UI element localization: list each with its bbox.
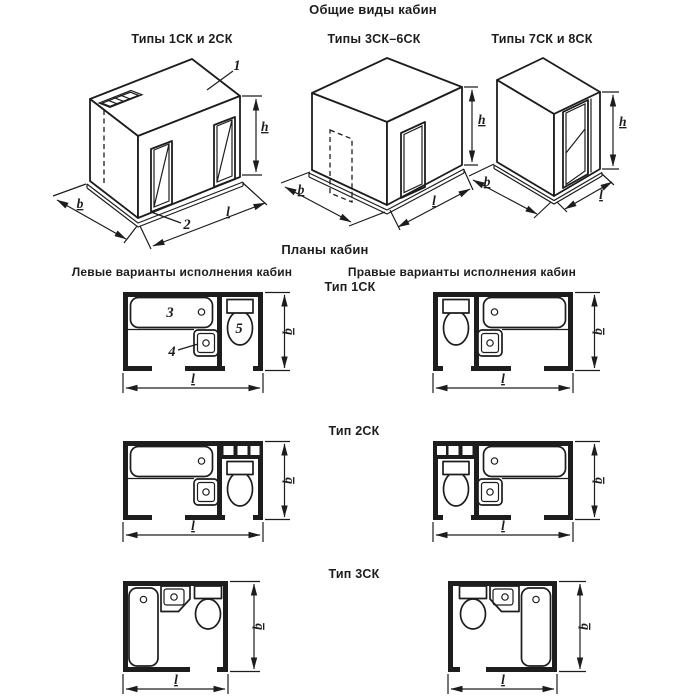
dim-label-h: h: [261, 119, 269, 134]
washbasin: [194, 330, 218, 356]
dim-label-l: l: [191, 371, 195, 386]
wall-right: [568, 441, 573, 520]
wall-bottom-segment: [253, 366, 263, 371]
dimension-length: [448, 672, 557, 694]
wall-bottom-segment: [123, 515, 152, 520]
dimension-length: [123, 518, 263, 542]
dimension-height: [602, 92, 627, 169]
iso-view-types-3sk-6sk: [281, 58, 486, 230]
wall-right: [568, 292, 573, 371]
dim-label-b: b: [280, 328, 295, 335]
dimension-width: [575, 293, 605, 371]
dim-label-l: l: [501, 371, 505, 386]
washbasin: [478, 479, 502, 505]
washbasin: [194, 479, 218, 505]
dim-label-l: l: [226, 204, 230, 219]
dim-label-l: l: [191, 518, 195, 533]
wall-top: [123, 292, 263, 297]
wall-right: [223, 581, 228, 672]
wall-left: [433, 292, 438, 371]
wall-bottom-segment: [471, 366, 511, 371]
dimension-width: [265, 293, 295, 371]
wall-bottom-segment: [123, 366, 152, 371]
dim-label-b: b: [76, 196, 84, 211]
dim-label-l: l: [174, 672, 178, 687]
plan-3sk-right: [448, 581, 591, 694]
wall-bottom-segment: [433, 366, 443, 371]
wall-bottom-segment: [486, 667, 557, 672]
dimension-length: [433, 518, 573, 542]
sheet-title: Общие виды кабин: [309, 2, 437, 17]
wall-left: [448, 581, 453, 672]
washbasin: [478, 330, 502, 356]
wall-bottom-segment: [471, 515, 511, 520]
bathtub: [522, 588, 551, 666]
dimension-length: [123, 672, 228, 694]
wall-bottom-segment: [217, 667, 228, 672]
column-header-right: Правые варианты исполнения кабин: [347, 265, 577, 279]
dim-label-b: b: [250, 623, 265, 630]
wall-right: [552, 581, 557, 672]
column-header-left: Левые варианты исполнения кабин: [71, 265, 293, 279]
dim-label-b: b: [280, 477, 295, 484]
bathtub: [128, 447, 213, 479]
iso-label-1sk-2sk: Типы 1СК и 2СК: [131, 32, 233, 46]
iso-label-7sk-8sk: Типы 7СК и 8СК: [491, 32, 593, 46]
bathtub: [484, 298, 569, 330]
iso-view-types-1sk-2sk: [53, 58, 269, 249]
wall-left: [123, 441, 128, 520]
wall-left: [123, 581, 128, 672]
wall-bottom-segment: [433, 515, 443, 520]
toilet: [443, 462, 469, 507]
wall-top: [433, 292, 573, 297]
dim-label-b: b: [590, 328, 605, 335]
dimension-length: [123, 371, 263, 393]
row-title-2sk: Тип 2СК: [328, 424, 380, 438]
plans-title: Планы кабин: [281, 242, 369, 257]
dimension-length: [433, 371, 573, 393]
dim-label-b: b: [590, 477, 605, 484]
wall-bottom-segment: [544, 366, 573, 371]
wall-left: [123, 292, 128, 371]
wall-bottom-segment: [253, 515, 263, 520]
dim-label-h: h: [619, 114, 627, 129]
dim-label-b: b: [483, 174, 491, 189]
plan-2sk-left: [123, 441, 295, 542]
iso-view-types-7sk-8sk: [469, 58, 627, 218]
plan-1sk-left: [123, 292, 295, 393]
dimension-height: [242, 96, 269, 175]
wall-bottom-segment: [544, 515, 573, 520]
callout-washbasin: 4: [168, 344, 176, 360]
toilet: [460, 586, 487, 629]
callout-roof-panel: 1: [233, 58, 241, 74]
iso-label-3sk-6sk: Типы 3СК–6СК: [327, 32, 421, 46]
dim-label-b: b: [297, 182, 305, 197]
row-title-3sk: Тип 3СК: [328, 567, 380, 581]
dim-label-l: l: [501, 672, 505, 687]
plan-2sk-right: [433, 441, 605, 542]
plan-3sk-left: [123, 581, 265, 694]
washbasin: [490, 586, 519, 612]
dimension-width: [559, 582, 591, 672]
dim-label-b: b: [576, 623, 591, 630]
bathtub: [129, 588, 158, 666]
callout-bathtub: 3: [166, 305, 174, 321]
dim-label-l: l: [599, 187, 603, 202]
toilet: [443, 300, 469, 346]
vent-block: [433, 441, 479, 459]
dim-label-l: l: [432, 193, 436, 208]
bathtub: [484, 447, 569, 479]
callout-toilet: 5: [235, 321, 243, 337]
dim-label-l: l: [501, 518, 505, 533]
dimension-width: [265, 442, 295, 520]
vent-block: [217, 441, 263, 459]
row-title-1sk: Тип 1СК: [324, 280, 376, 294]
washbasin: [161, 586, 190, 612]
toilet: [227, 462, 253, 507]
dimension-width: [230, 582, 265, 672]
dimension-width: [575, 442, 605, 520]
plan-1sk-right: [433, 292, 605, 393]
callout-base-panel: 2: [183, 217, 191, 233]
wall-right: [258, 292, 263, 371]
callout-leader-base: [151, 212, 181, 223]
toilet: [195, 586, 222, 629]
wall-bottom-segment: [123, 667, 190, 672]
dim-label-h: h: [478, 112, 486, 127]
wall-bottom-segment: [448, 667, 460, 672]
dimension-height: [464, 87, 486, 165]
